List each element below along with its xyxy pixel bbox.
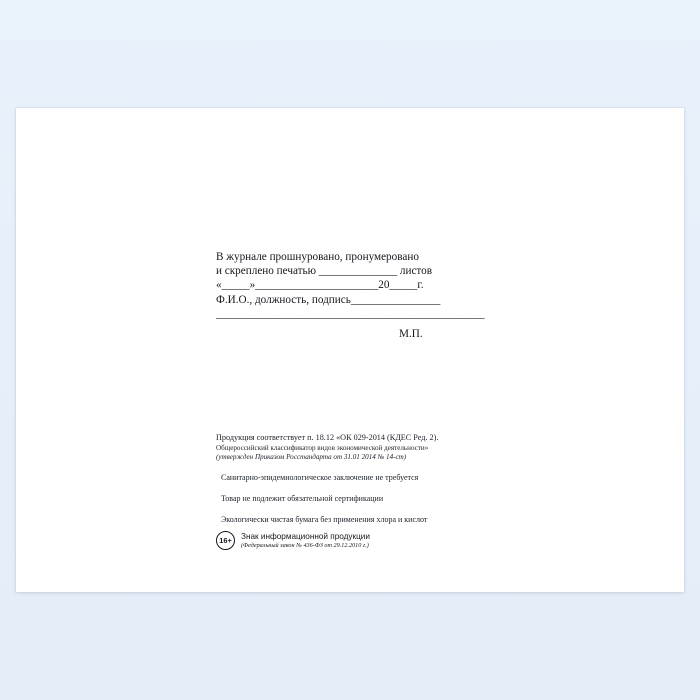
information-mark-subtitle: (Федеральный закон № 436-ФЗ от 29.12.2010 г.) <box>241 541 369 549</box>
legal-spacer-2 <box>216 483 546 493</box>
legal-spacer-3 <box>216 504 546 514</box>
seal-certification-block <box>216 250 516 321</box>
legal-spacer-1 <box>216 462 546 472</box>
legal-line-3: (утвержден Приказом Росстандарта от 31.01 2014 № 14-ст) <box>216 453 407 461</box>
legal-line-1: Продукция соответствует п. 18.12 «ОК 029-2014 (КДЕС Ред. 2). <box>216 433 439 442</box>
legal-notice-block <box>216 433 546 525</box>
stamp-place-label: М.П. <box>399 328 423 340</box>
information-mark-row <box>216 531 370 550</box>
seal-line-4: Ф.И.О., должность, подпись________________ <box>216 293 441 306</box>
legal-statement-2: Товар не подлежит обязательной сертификации <box>221 494 384 504</box>
seal-line-2: и скреплено печатью ______________ листов <box>216 265 433 278</box>
seal-line-1: В журнале прошнуровано, пронумеровано <box>216 251 419 263</box>
seal-line-3: «_____»______________________20_____г. <box>216 279 424 292</box>
legal-line-2: Общероссийский классификатор видов экономической деятельности» <box>216 443 429 452</box>
document-page <box>16 108 684 592</box>
information-mark-title: Знак информационной продукции <box>241 531 370 541</box>
seal-line-5: ________________________________________________ <box>216 307 485 320</box>
legal-statement-1: Санитарно-эпидемиологическое заключение не требуется <box>221 473 419 483</box>
age-rating-icon: 16+ <box>216 531 235 550</box>
legal-statement-3: Экологически чистая бумага без применения хлора и кислот <box>221 515 428 525</box>
information-mark-text <box>241 532 370 550</box>
